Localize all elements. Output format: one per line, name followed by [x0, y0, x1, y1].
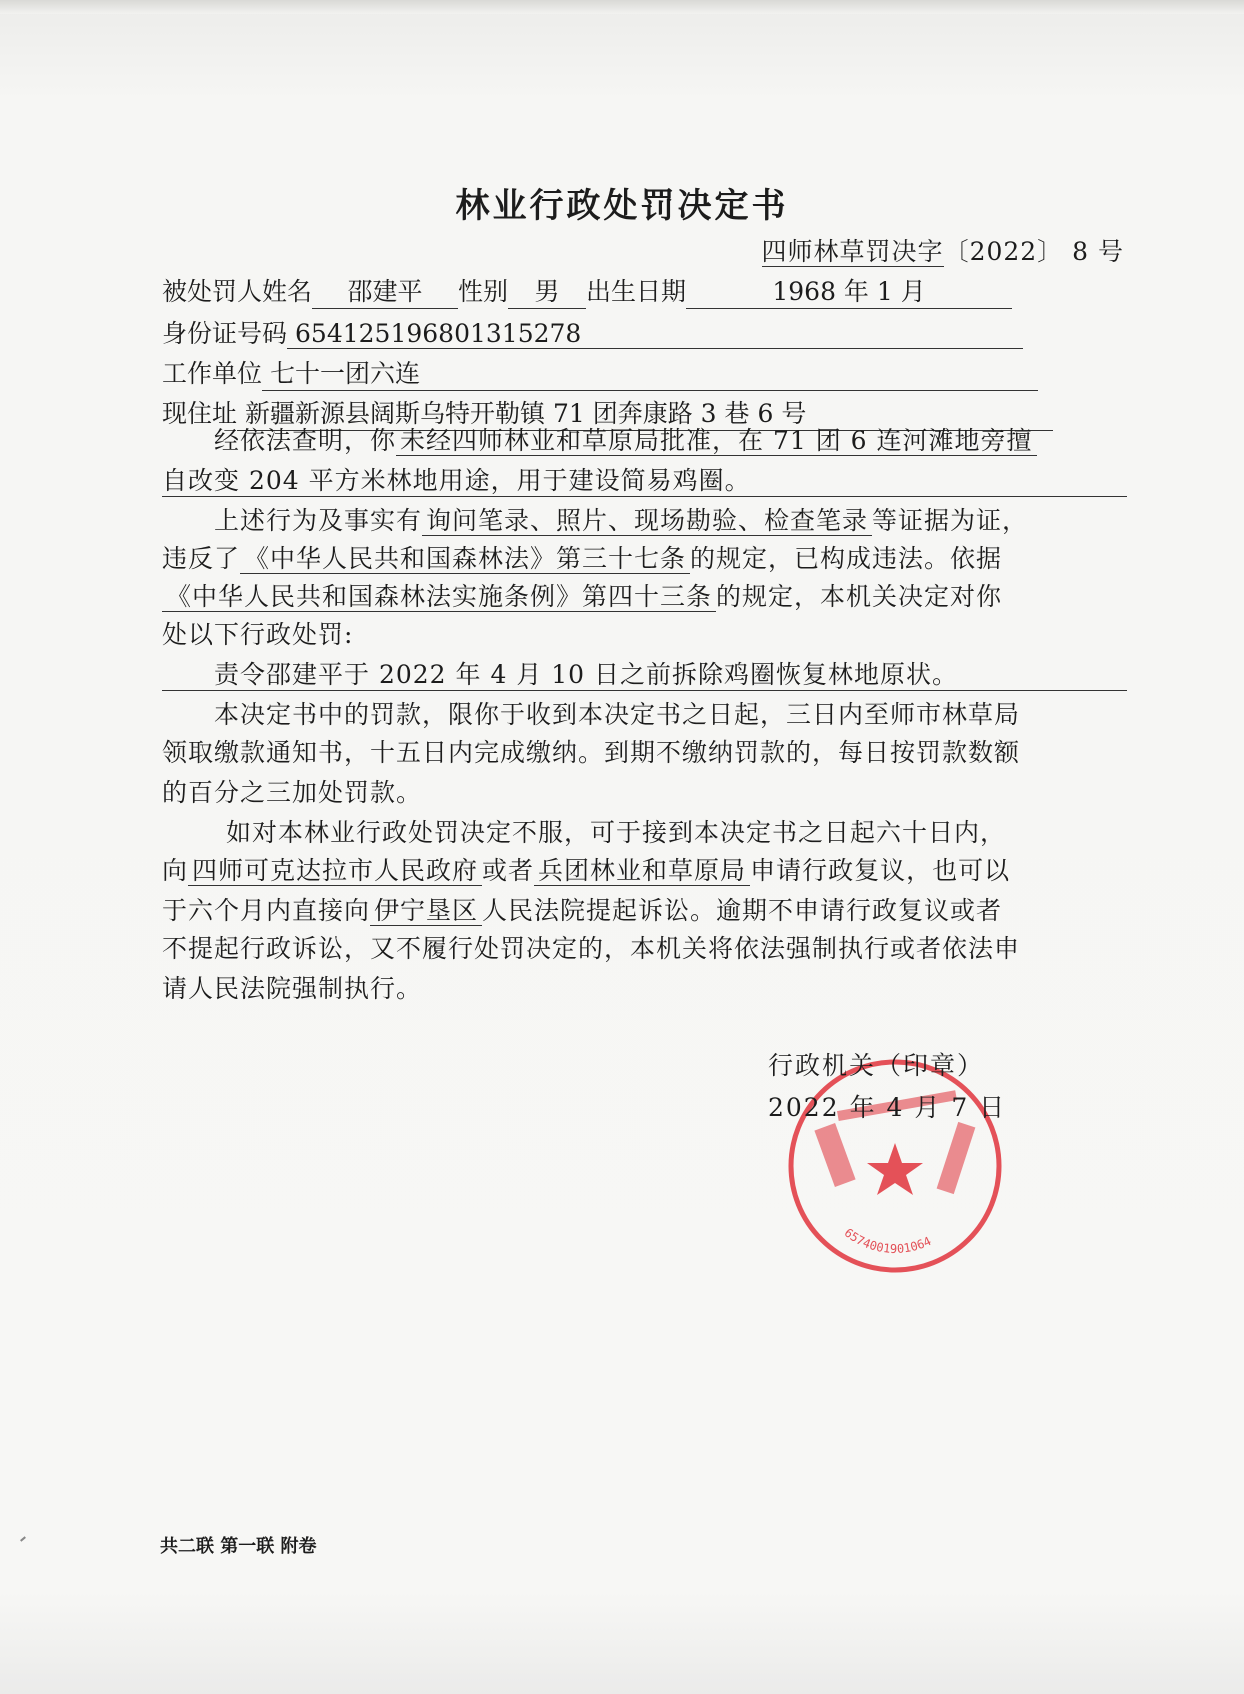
fine-text-1: 本决定书中的罚款，限你于收到本决定书之日起，三日内至师市林草局 — [214, 700, 1021, 729]
doc-number-prefix: 四师林草罚决字 — [761, 237, 944, 266]
appeal-line-3 — [162, 896, 1127, 926]
court-intro: 于六个月内直接向 — [162, 896, 371, 925]
appeal-line-1 — [162, 818, 1127, 848]
appeal-line-4 — [162, 934, 1127, 964]
margin-mark — [20, 1536, 26, 1541]
court-tail: 人民法院提起诉讼。逾期不申请行政复议或者 — [482, 896, 1003, 925]
name-label: 被处罚人姓名 — [162, 277, 313, 306]
stamp-code: 6574001901064 — [841, 1225, 934, 1256]
document-number — [762, 232, 1124, 268]
penalty-underline — [162, 690, 1127, 691]
appeal-tail: 申请行政复议，也可以 — [750, 856, 1011, 885]
birth-label: 出生日期 — [586, 277, 687, 306]
penalty-intro — [162, 620, 1127, 650]
review-bureau: 兵团林业和草原局 — [534, 856, 750, 886]
basis-line — [162, 582, 1127, 612]
address-value: 新疆新源县阔斯乌特开勒镇 71 团奔康路 3 巷 6 号 — [237, 394, 1053, 431]
facts-finding-1: 未经四师林业和草原局批准，在 71 团 6 连河滩地旁擅 — [396, 426, 1037, 456]
work-value: 七十一团六连 — [262, 354, 1038, 391]
id-row — [162, 314, 1127, 350]
facts-intro: 经依法查明，你 — [214, 426, 397, 455]
address-label: 现住址 — [162, 399, 238, 428]
violation-intro: 违反了 — [162, 544, 241, 573]
fine-line-2 — [162, 738, 1127, 768]
fine-text-2: 领取缴款通知书，十五日内完成缴纳。到期不缴纳罚款的，每日按罚款数额 — [162, 738, 1021, 767]
appeal-to: 向 — [162, 856, 189, 885]
appeal-line-5 — [162, 974, 1127, 1004]
penalty-intro-text: 处以下行政处罚: — [162, 620, 354, 649]
appeal-text-4: 不提起行政诉讼，又不履行处罚决定的，本机关将依法强制执行或者依法申 — [162, 934, 1021, 963]
penalty-line — [162, 660, 1127, 690]
court-name: 伊宁垦区 — [370, 896, 482, 926]
name-value: 邵建平 — [312, 272, 458, 309]
violation-tail: 的规定，已构成违法。依据 — [690, 544, 1003, 573]
appeal-line-2 — [162, 856, 1127, 886]
fine-line-3 — [162, 778, 1127, 808]
doc-number-no: 8 号 — [1072, 237, 1124, 266]
signature-date: 2022 年 4 月 7 日 — [768, 1093, 1007, 1122]
penalty-text: 责令邵建平于 2022 年 4 月 10 日之前拆除鸡圈恢复林地原状。 — [214, 660, 959, 689]
appeal-text-5: 请人民法院强制执行。 — [162, 974, 423, 1003]
document-title: 林业行政处罚决定书 — [455, 186, 789, 226]
basis-law: 《中华人民共和国森林法实施条例》第四十三条 — [162, 582, 716, 612]
doc-number-year: 〔2022〕 — [943, 237, 1064, 266]
evidence-line — [162, 506, 1127, 536]
fine-line-1 — [162, 700, 1127, 730]
evidence-intro: 上述行为及事实有 — [214, 506, 423, 535]
official-seal-stamp — [782, 1053, 1008, 1279]
gender-label: 性别 — [458, 277, 509, 306]
evidence-list: 询问笔录、照片、现场勘验、检查笔录 — [422, 506, 872, 536]
violation-line — [162, 544, 1127, 574]
id-label: 身份证号码 — [162, 319, 288, 348]
signature-label: 行政机关（印章） — [768, 1051, 985, 1080]
id-value: 654125196801315278 — [287, 319, 1023, 349]
appeal-text-1: 如对本林业行政处罚决定不服，可于接到本决定书之日起六十日内， — [226, 818, 1007, 847]
work-label: 工作单位 — [162, 359, 263, 388]
evidence-tail: 等证据为证， — [872, 506, 1029, 535]
gender-value: 男 — [508, 272, 586, 309]
review-gov: 四师可克达拉市人民政府 — [188, 856, 482, 886]
basis-tail: 的规定，本机关决定对你 — [716, 582, 1003, 611]
facts-line-1 — [162, 426, 1127, 456]
scan-edge — [0, 0, 1244, 14]
violated-law: 《中华人民共和国森林法》第三十七条 — [240, 544, 690, 574]
facts-line-2 — [162, 466, 1127, 496]
star-icon — [867, 1143, 923, 1195]
person-row — [162, 272, 1127, 309]
fine-text-3: 的百分之三加处罚款。 — [162, 778, 423, 807]
underline-rule — [162, 496, 1127, 497]
footer-copy-note: 共二联 第一联 附卷 — [160, 1536, 317, 1557]
facts-finding-2: 自改变 204 平方米林地用途，用于建设简易鸡圈。 — [162, 466, 751, 495]
birth-value: 1968 年 1 月 — [686, 272, 1012, 309]
work-row — [162, 354, 1127, 391]
appeal-or: 或者 — [482, 856, 535, 885]
